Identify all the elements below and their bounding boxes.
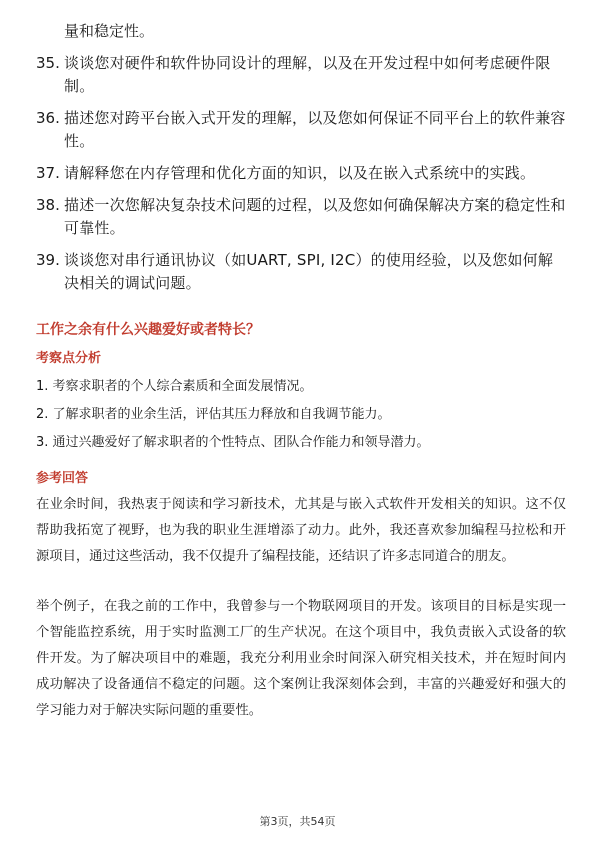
question-number: 35. (36, 54, 60, 72)
answer-title: 参考回答 (36, 471, 89, 486)
question-text: 谈谈您对硬件和软件协同设计的理解，以及在开发过程中如何考虑硬件限制。 (64, 54, 551, 95)
question-text: 谈谈您对串行通讯协议（如UART, SPI, I2C）的使用经验，以及您如何解决相关的调试问题。 (64, 251, 554, 292)
answer-paragraph: 举个例子，在我之前的工作中，我曾参与一个物联网项目的开发。该项目的目标是实现一个智能监控系统，用于实时监测工厂的生产状况。在这个项目中，我负责嵌入式设备的软件开发。为了解决项目中的难题，我充分利用业余时间深入研究相关技术，并在短时间内成功解决了设备通信不稳定的问题。这个案例让我深刻体会到，丰富的兴趣爱好和强大的学习能力对于解决实际问题的重要性。 (36, 599, 566, 718)
question-continuation: 量和稳定性。 (64, 22, 155, 40)
question-item (36, 52, 566, 98)
question-list (36, 20, 566, 304)
page-footer: 第3页，共54页 (259, 815, 336, 828)
question-item (36, 162, 566, 185)
answer-section (36, 470, 566, 724)
question-number: 38. (36, 196, 60, 214)
question-number: 39. (36, 251, 60, 269)
analysis-title: 考察点分析 (36, 351, 102, 366)
section-title: 工作之余有什么兴趣爱好或者特长？ (36, 322, 260, 338)
question-item (36, 194, 566, 240)
analysis-item: 1. 考察求职者的个人综合素质和全面发展情况。 (36, 379, 313, 394)
answer-paragraph: 在业余时间，我热衷于阅读和学习新技术，尤其是与嵌入式软件开发相关的知识。这不仅帮助我拓宽了视野，也为我的职业生涯增添了动力。此外，我还喜欢参加编程马拉松和开源项目，通过这些活动，我不仅提升了编程技能，还结识了许多志同道合的朋友。 (36, 497, 566, 564)
question-item (36, 107, 566, 153)
question-text: 请解释您在内存管理和优化方面的知识，以及在嵌入式系统中的实践。 (64, 164, 536, 182)
question-number: 37. (36, 164, 60, 182)
question-item (36, 249, 566, 295)
question-number: 36. (36, 109, 60, 127)
analysis-section (36, 350, 566, 452)
analysis-item: 2. 了解求职者的业余生活，评估其压力释放和自我调节能力。 (36, 407, 391, 422)
question-text: 描述一次您解决复杂技术问题的过程，以及您如何确保解决方案的稳定性和可靠性。 (64, 196, 566, 237)
question-text: 描述您对跨平台嵌入式开发的理解，以及您如何保证不同平台上的软件兼容性。 (64, 109, 566, 150)
analysis-item: 3. 通过兴趣爱好了解求职者的个性特点、团队合作能力和领导潜力。 (36, 435, 430, 450)
